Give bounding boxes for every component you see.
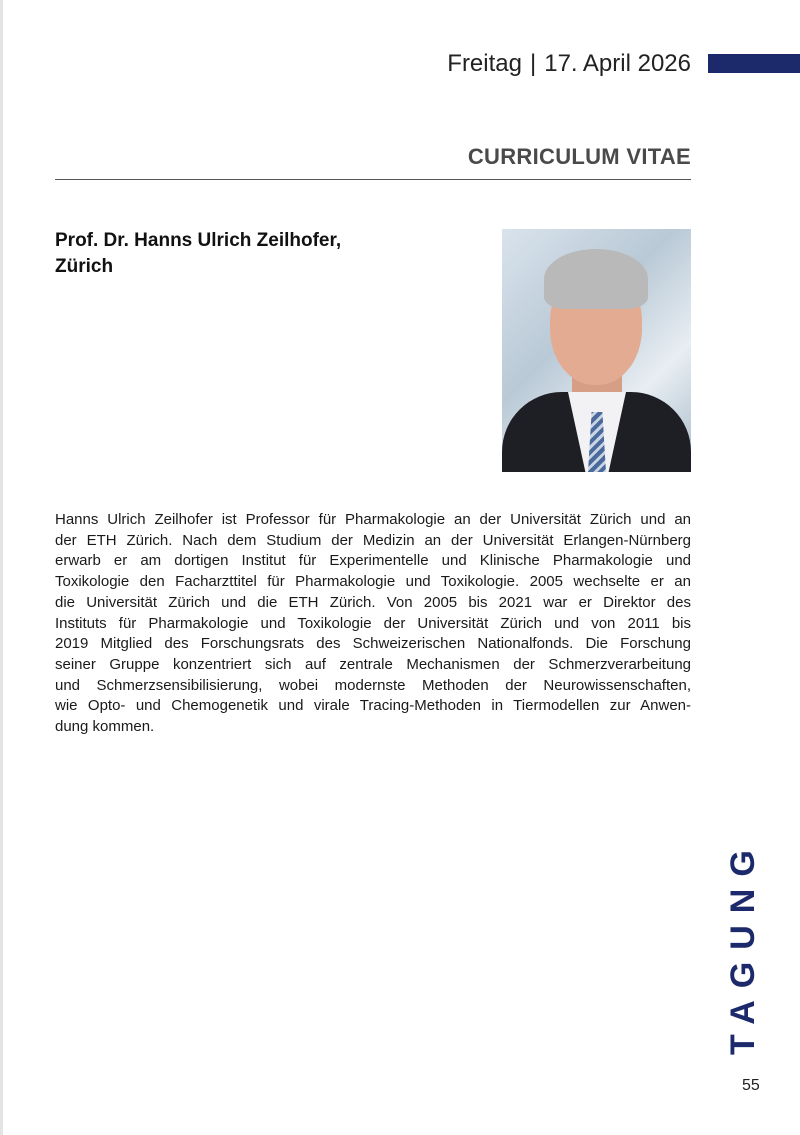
portrait-photo xyxy=(502,229,691,472)
bio-line: Hanns Ulrich Zeilhofer ist Professor für Pharmakologie an der Universität Zürich und an xyxy=(55,511,691,528)
divider xyxy=(55,179,691,180)
bio-line: dung kommen. xyxy=(55,718,155,736)
bio-line: seiner Gruppe konzentriert sich auf zentrale Mechanismen der Schmerzverarbeitung xyxy=(55,655,691,673)
bio-line: der ETH Zürich. Nach dem Studium der Medizin an der Universität Erlangen-Nürnberg xyxy=(55,531,691,549)
header-separator: | xyxy=(529,50,537,77)
biography-text xyxy=(55,510,691,738)
page-number: 55 xyxy=(742,1077,760,1094)
bio-line: 2019 Mitglied des Forschungsrats des Schweizerischen Nationalfonds. Die Forschung xyxy=(55,635,691,653)
page-edge xyxy=(0,0,3,1135)
person-name-line: Prof. Dr. Hanns Ulrich Zeilhofer, xyxy=(55,230,342,251)
date-label: 17. April 2026 xyxy=(544,50,691,77)
bio-line: erwarb er am dortigen Institut für Experimentelle und Klinische Pharmakologie und xyxy=(55,552,691,570)
person-city: Zürich xyxy=(55,256,114,277)
person-name xyxy=(55,228,341,280)
bio-line: und Schmerzsensibilisierung, wobei modernste Methoden der Neurowissenschaften, xyxy=(55,676,691,694)
bio-line: Instituts für Pharmakologie und Toxikologie der Universität Zürich und von 2011 bis xyxy=(55,614,691,632)
accent-bar xyxy=(708,54,800,73)
day-label: Freitag xyxy=(447,50,522,77)
section-title: CURRICULUM VITAE xyxy=(467,144,691,169)
bio-line: wie Opto- und Chemogenetik und virale Tracing-Methoden in Tiermodellen zur Anwen- xyxy=(55,697,691,715)
header-date xyxy=(447,50,691,78)
bio-line: die Universität Zürich und die ETH Zürich. Von 2005 bis 2021 war er Direktor des xyxy=(55,593,691,611)
bio-line: Toxikologie den Facharzttitel für Pharmakologie und Toxikologie. 2005 wechselte er an xyxy=(55,573,691,591)
side-label: TAGUNG xyxy=(724,838,762,1055)
